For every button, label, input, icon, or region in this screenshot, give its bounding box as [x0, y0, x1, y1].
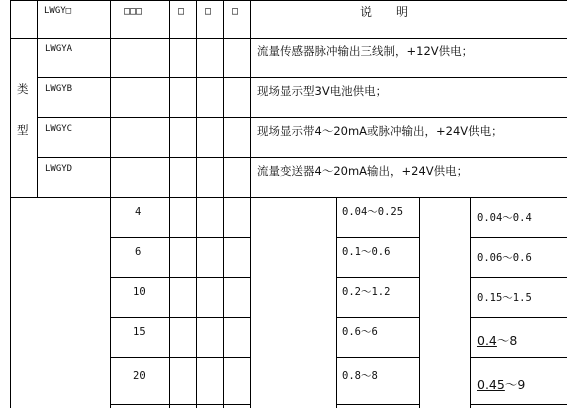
type-description: 流量变送器4～20mA输出，+24V供电；: [257, 164, 469, 178]
grid-line: [336, 404, 419, 405]
grid-line: [110, 237, 250, 238]
grid-line: [110, 404, 250, 405]
grid-line: [223, 0, 224, 408]
header-size-code: □□□: [124, 6, 143, 17]
grid-line: [37, 0, 38, 197]
grid-line: [336, 197, 337, 408]
range-b-value: 0.4: [477, 333, 497, 348]
range-b-value: 0.15: [477, 292, 503, 304]
flow-range-a: 0.1～0.6: [342, 246, 391, 258]
flow-range-b: [477, 293, 532, 304]
grid-line: [470, 197, 471, 408]
grid-line: [110, 0, 111, 408]
range-b-suffix: ～0.4: [502, 212, 532, 224]
flow-range-a: 0.04～0.25: [342, 206, 404, 218]
grid-line: [250, 0, 251, 408]
nominal-diameter: 15: [133, 326, 146, 338]
nominal-diameter: 20: [133, 370, 146, 382]
type-description: 流量传感器脉冲输出三线制，+12V供电；: [257, 44, 474, 58]
grid-line: [196, 0, 197, 408]
flow-range-a: 0.8～8: [342, 370, 378, 382]
type-description: 现场显示型3V电池供电；: [257, 84, 388, 98]
type-code: LWGYA: [45, 44, 73, 54]
grid-line: [110, 317, 250, 318]
nominal-diameter: 10: [133, 286, 146, 298]
nominal-diameter: 4: [135, 206, 142, 218]
flow-range-b: [477, 379, 525, 392]
type-code: LWGYD: [45, 164, 73, 174]
grid-line: [336, 237, 419, 238]
nominal-diameter: 6: [135, 246, 142, 258]
grid-line: [470, 317, 567, 318]
grid-line: [10, 197, 567, 198]
range-b-value: 0.06: [477, 252, 503, 264]
type-label-1: 类: [17, 82, 29, 96]
grid-line: [10, 0, 567, 1]
grid-line: [470, 237, 567, 238]
grid-line: [470, 277, 567, 278]
header-option-1: □: [178, 6, 185, 17]
flow-range-b: [477, 253, 532, 264]
header-option-3: □: [232, 6, 239, 17]
range-b-suffix: ～9: [504, 377, 526, 392]
header-option-2: □: [205, 6, 212, 17]
type-description: 现场显示带4～20mA或脉冲输出，+24V供电；: [257, 124, 503, 138]
grid-line: [470, 357, 567, 358]
grid-line: [10, 0, 11, 408]
type-label-2: 型: [17, 123, 29, 137]
range-b-value: 0.45: [477, 377, 505, 392]
flow-range-b: [477, 213, 532, 224]
grid-line: [419, 197, 420, 408]
type-code: LWGYB: [45, 84, 73, 94]
header-model: LWGY□: [44, 6, 72, 16]
grid-line: [110, 357, 250, 358]
grid-line: [10, 38, 567, 39]
flow-range-a: 0.6～6: [342, 326, 378, 338]
grid-line: [336, 317, 419, 318]
range-b-suffix: ～0.6: [502, 252, 532, 264]
grid-line: [336, 277, 419, 278]
grid-line: [37, 157, 567, 158]
grid-line: [37, 117, 567, 118]
range-b-suffix: ～1.5: [502, 292, 532, 304]
flow-range-b: [477, 335, 517, 348]
range-b-value: 0.04: [477, 212, 503, 224]
range-b-suffix: ～8: [496, 333, 518, 348]
flow-range-a: 0.2～1.2: [342, 286, 391, 298]
type-code: LWGYC: [45, 124, 73, 134]
grid-line: [110, 277, 250, 278]
grid-line: [470, 404, 567, 405]
grid-line: [169, 0, 170, 408]
header-description: 说 明: [360, 5, 409, 19]
grid-line: [37, 77, 567, 78]
grid-line: [336, 357, 419, 358]
